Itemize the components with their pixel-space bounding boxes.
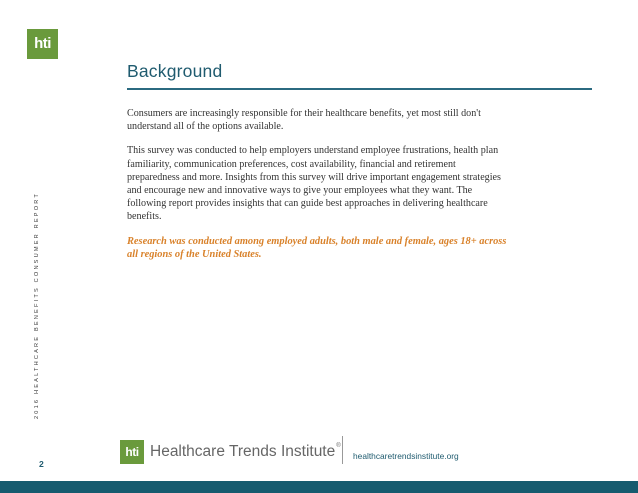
paragraph-intro: Consumers are increasingly responsible for their healthcare benefits, yet most still don't understand all of the options available. — [127, 108, 481, 133]
paragraph-survey: This survey was conducted to help employers understand employee frustrations, health plan familiarity, communication preferences, cost availability, financial and retirement preparedness and more. Insights from this survey will drive important engagement strategies and encourage new and innovative ways to give your employees what they want. The following report provides insights that can guide best approaches in delivering healthcare benefits. — [127, 145, 501, 223]
footer-divider — [342, 436, 343, 464]
footer-url-link[interactable]: healthcaretrendsinstitute.org — [353, 451, 459, 461]
page-number: 2 — [39, 459, 44, 469]
footer-brand-name — [150, 443, 341, 461]
research-note: Research was conducted among employed adults, both male and female, ages 18+ across all regions of the United States. — [127, 235, 507, 261]
report-title-vertical: 2016 HEALTHCARE BENEFITS CONSUMER REPORT — [34, 191, 40, 419]
hti-logo: hti — [27, 29, 58, 59]
footer-logo: hti — [120, 440, 144, 464]
bottom-bar — [0, 481, 638, 493]
registered-mark: ® — [336, 443, 341, 449]
footer-brand — [120, 439, 341, 465]
page-title: Background — [127, 61, 223, 81]
title-divider — [127, 88, 592, 90]
body-text — [127, 107, 507, 272]
footer-brand-text: Healthcare Trends Institute — [150, 443, 336, 460]
